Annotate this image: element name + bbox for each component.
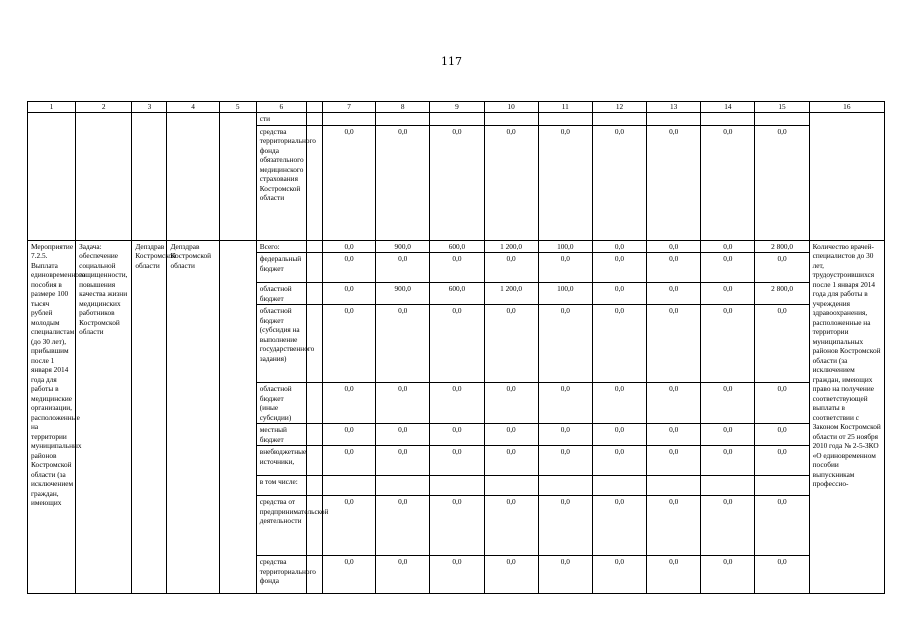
value-cell: 0,0 xyxy=(701,446,755,476)
value-cell: 0,0 xyxy=(430,253,484,283)
value-cell: 0,0 xyxy=(430,305,484,383)
col-header: 7 xyxy=(322,102,375,113)
col-header: 12 xyxy=(592,102,646,113)
value-cell: 0,0 xyxy=(538,446,592,476)
value-cell: 0,0 xyxy=(322,496,375,556)
value-cell: 0,0 xyxy=(484,556,538,594)
funding-source-label: Всего: xyxy=(256,240,306,253)
value-cell: 1 200,0 xyxy=(484,283,538,305)
col-header: 14 xyxy=(701,102,755,113)
target-indicator: Количество врачей-специалистов до 30 лет, трудоустроившихся после 1 января 2014 года для работы в учреждения здравоохранения, расположенные на территории муниципальных районов Костромской области (за исключением граждан, имеющих право на получение соответствующей выплаты в соответствии с Законом Костромской области от 25 ноября 2010 года № 2-5-ЗКО «О единовременном пособии выпускникам профессио- xyxy=(809,240,884,594)
value-cell: 0,0 xyxy=(701,424,755,446)
empty-cell xyxy=(28,113,76,241)
value-cell: 0,0 xyxy=(647,253,701,283)
value-cell: 0,0 xyxy=(755,446,809,476)
value-cell: 0,0 xyxy=(430,125,484,240)
value-cell: 0,0 xyxy=(484,496,538,556)
empty-cell xyxy=(306,253,322,283)
col-header: 8 xyxy=(376,102,430,113)
empty-cell xyxy=(219,113,256,241)
value-cell: 2 800,0 xyxy=(755,240,809,253)
value-cell: 0,0 xyxy=(592,125,646,240)
value-cell: 600,0 xyxy=(430,283,484,305)
value-cell: 0,0 xyxy=(755,496,809,556)
empty-cell xyxy=(306,496,322,556)
value-cell: 0,0 xyxy=(376,496,430,556)
page-number: 117 xyxy=(441,55,462,68)
value-cell: 0,0 xyxy=(322,253,375,283)
value-cell: 0,0 xyxy=(538,556,592,594)
value-cell: 0,0 xyxy=(538,383,592,424)
value-cell: 0,0 xyxy=(430,383,484,424)
empty-cell xyxy=(306,383,322,424)
value-cell xyxy=(755,476,809,496)
funding-source-label: областной бюджет xyxy=(256,283,306,305)
empty-cell xyxy=(306,283,322,305)
value-cell: 0,0 xyxy=(647,305,701,383)
responsible-executor: Депздрав Костромской области xyxy=(132,240,167,594)
value-cell: 0,0 xyxy=(701,496,755,556)
value-cell: 0,0 xyxy=(430,556,484,594)
value-cell: 0,0 xyxy=(430,446,484,476)
value-cell: 0,0 xyxy=(484,446,538,476)
value-cell: 1 200,0 xyxy=(484,240,538,253)
funding-source-label: областной бюджет (иные субсидии) xyxy=(256,383,306,424)
col-header: 5 xyxy=(219,102,256,113)
value-cell: 0,0 xyxy=(592,283,646,305)
col-header: 1 xyxy=(28,102,76,113)
funding-source-label: внебюджетные источники, xyxy=(256,446,306,476)
value-cell: 0,0 xyxy=(592,240,646,253)
value-cell xyxy=(484,476,538,496)
value-cell: 0,0 xyxy=(376,125,430,240)
empty-cell xyxy=(306,476,322,496)
value-cell: 0,0 xyxy=(592,446,646,476)
value-cell: 0,0 xyxy=(538,424,592,446)
col-header: 3 xyxy=(132,102,167,113)
col-header: 13 xyxy=(647,102,701,113)
value-cell: 0,0 xyxy=(592,305,646,383)
value-cell: 0,0 xyxy=(755,253,809,283)
header-row xyxy=(28,102,885,113)
value-cell: 600,0 xyxy=(430,240,484,253)
value-cell: 0,0 xyxy=(484,424,538,446)
col-header: 10 xyxy=(484,102,538,113)
value-cell: 0,0 xyxy=(322,424,375,446)
value-cell: 0,0 xyxy=(647,446,701,476)
value-cell: 0,0 xyxy=(322,446,375,476)
value-cell: 0,0 xyxy=(647,125,701,240)
value-cell: 0,0 xyxy=(755,125,809,240)
value-cell: 0,0 xyxy=(322,240,375,253)
value-cell: 0,0 xyxy=(592,496,646,556)
col-header: 16 xyxy=(809,102,884,113)
value-cell: 0,0 xyxy=(376,556,430,594)
value-cell: 0,0 xyxy=(701,283,755,305)
value-cell xyxy=(592,476,646,496)
funding-source-label: федеральный бюджет xyxy=(256,253,306,283)
value-cell: 0,0 xyxy=(647,240,701,253)
value-cell: 0,0 xyxy=(484,253,538,283)
value-cell: 0,0 xyxy=(701,305,755,383)
funding-source-label: средства от предпринимательской деятельности xyxy=(256,496,306,556)
value-cell: 0,0 xyxy=(647,424,701,446)
participant: Депздрав Костромской области xyxy=(167,240,219,594)
value-cell: 0,0 xyxy=(538,125,592,240)
value-cell xyxy=(376,476,430,496)
value-cell: 0,0 xyxy=(322,383,375,424)
value-cell: 0,0 xyxy=(484,125,538,240)
value-cell xyxy=(538,476,592,496)
continued-label: сти xyxy=(256,113,306,126)
empty-cell xyxy=(306,240,322,253)
value-cell: 0,0 xyxy=(592,253,646,283)
empty-cell xyxy=(219,240,256,594)
value-cell: 0,0 xyxy=(647,283,701,305)
empty-cell xyxy=(306,446,322,476)
value-cell: 0,0 xyxy=(592,383,646,424)
funding-source-label: местный бюджет xyxy=(256,424,306,446)
value-cell: 0,0 xyxy=(755,556,809,594)
continuation-row xyxy=(28,113,885,126)
empty-cell xyxy=(76,113,132,241)
value-cell: 0,0 xyxy=(647,383,701,424)
empty-cell xyxy=(755,113,809,126)
value-cell xyxy=(430,476,484,496)
value-cell: 0,0 xyxy=(322,556,375,594)
empty-cell xyxy=(538,113,592,126)
program-table xyxy=(27,101,885,594)
value-cell: 900,0 xyxy=(376,240,430,253)
value-cell: 0,0 xyxy=(538,253,592,283)
value-cell: 0,0 xyxy=(322,305,375,383)
value-cell: 2 800,0 xyxy=(755,283,809,305)
value-cell: 0,0 xyxy=(701,383,755,424)
value-cell: 0,0 xyxy=(430,496,484,556)
value-cell: 0,0 xyxy=(376,253,430,283)
value-cell: 0,0 xyxy=(701,240,755,253)
empty-cell xyxy=(132,113,167,241)
value-cell: 0,0 xyxy=(755,383,809,424)
value-cell: 0,0 xyxy=(647,496,701,556)
empty-cell xyxy=(322,113,375,126)
col-header: 2 xyxy=(76,102,132,113)
value-cell: 0,0 xyxy=(755,305,809,383)
value-cell: 0,0 xyxy=(484,383,538,424)
value-cell: 0,0 xyxy=(376,305,430,383)
measure-description: Мероприятие 7.2.5. Выплата единовременного пособия в размере 100 тысяч рублей молодым специалистам (до 30 лет), прибывшим после 1 января 2014 года для работы в медицинские организации, расположенные на территории муниципальных районов Костромской области (за исключением граждан, имеющих xyxy=(28,240,76,594)
task-description: Задача: обеспечение социальной защищенности, повышения качества жизни медицинских работников Костромской области xyxy=(76,240,132,594)
funding-source-label: средства территориального фонда обязательного медицинского страхования Костромской области xyxy=(256,125,306,240)
col-header: 11 xyxy=(538,102,592,113)
empty-cell xyxy=(592,113,646,126)
value-cell: 0,0 xyxy=(755,424,809,446)
empty-cell xyxy=(647,113,701,126)
funding-source-label: средства территориального фонда xyxy=(256,556,306,594)
value-cell: 0,0 xyxy=(376,383,430,424)
value-cell: 0,0 xyxy=(701,253,755,283)
empty-cell xyxy=(376,113,430,126)
value-cell: 0,0 xyxy=(376,446,430,476)
value-cell: 0,0 xyxy=(322,125,375,240)
col-header xyxy=(306,102,322,113)
value-cell: 0,0 xyxy=(538,496,592,556)
empty-cell xyxy=(484,113,538,126)
value-cell: 0,0 xyxy=(701,125,755,240)
value-cell: 100,0 xyxy=(538,240,592,253)
empty-cell xyxy=(306,113,322,126)
empty-cell xyxy=(306,424,322,446)
funding-source-label: областной бюджет (субсидия на выполнение государственного задания) xyxy=(256,305,306,383)
funding-row xyxy=(28,240,885,253)
value-cell: 0,0 xyxy=(647,556,701,594)
value-cell: 0,0 xyxy=(484,305,538,383)
value-cell: 0,0 xyxy=(592,556,646,594)
col-header: 4 xyxy=(167,102,219,113)
value-cell: 900,0 xyxy=(376,283,430,305)
empty-cell xyxy=(430,113,484,126)
value-cell xyxy=(647,476,701,496)
col-header: 6 xyxy=(256,102,306,113)
empty-cell xyxy=(167,113,219,241)
value-cell: 0,0 xyxy=(701,556,755,594)
col-header: 9 xyxy=(430,102,484,113)
value-cell: 0,0 xyxy=(322,283,375,305)
empty-cell xyxy=(701,113,755,126)
value-cell xyxy=(322,476,375,496)
value-cell xyxy=(701,476,755,496)
value-cell: 0,0 xyxy=(592,424,646,446)
col-header: 15 xyxy=(755,102,809,113)
value-cell: 0,0 xyxy=(376,424,430,446)
empty-cell xyxy=(809,113,884,241)
value-cell: 0,0 xyxy=(538,305,592,383)
funding-source-label: в том числе: xyxy=(256,476,306,496)
value-cell: 0,0 xyxy=(430,424,484,446)
value-cell: 100,0 xyxy=(538,283,592,305)
